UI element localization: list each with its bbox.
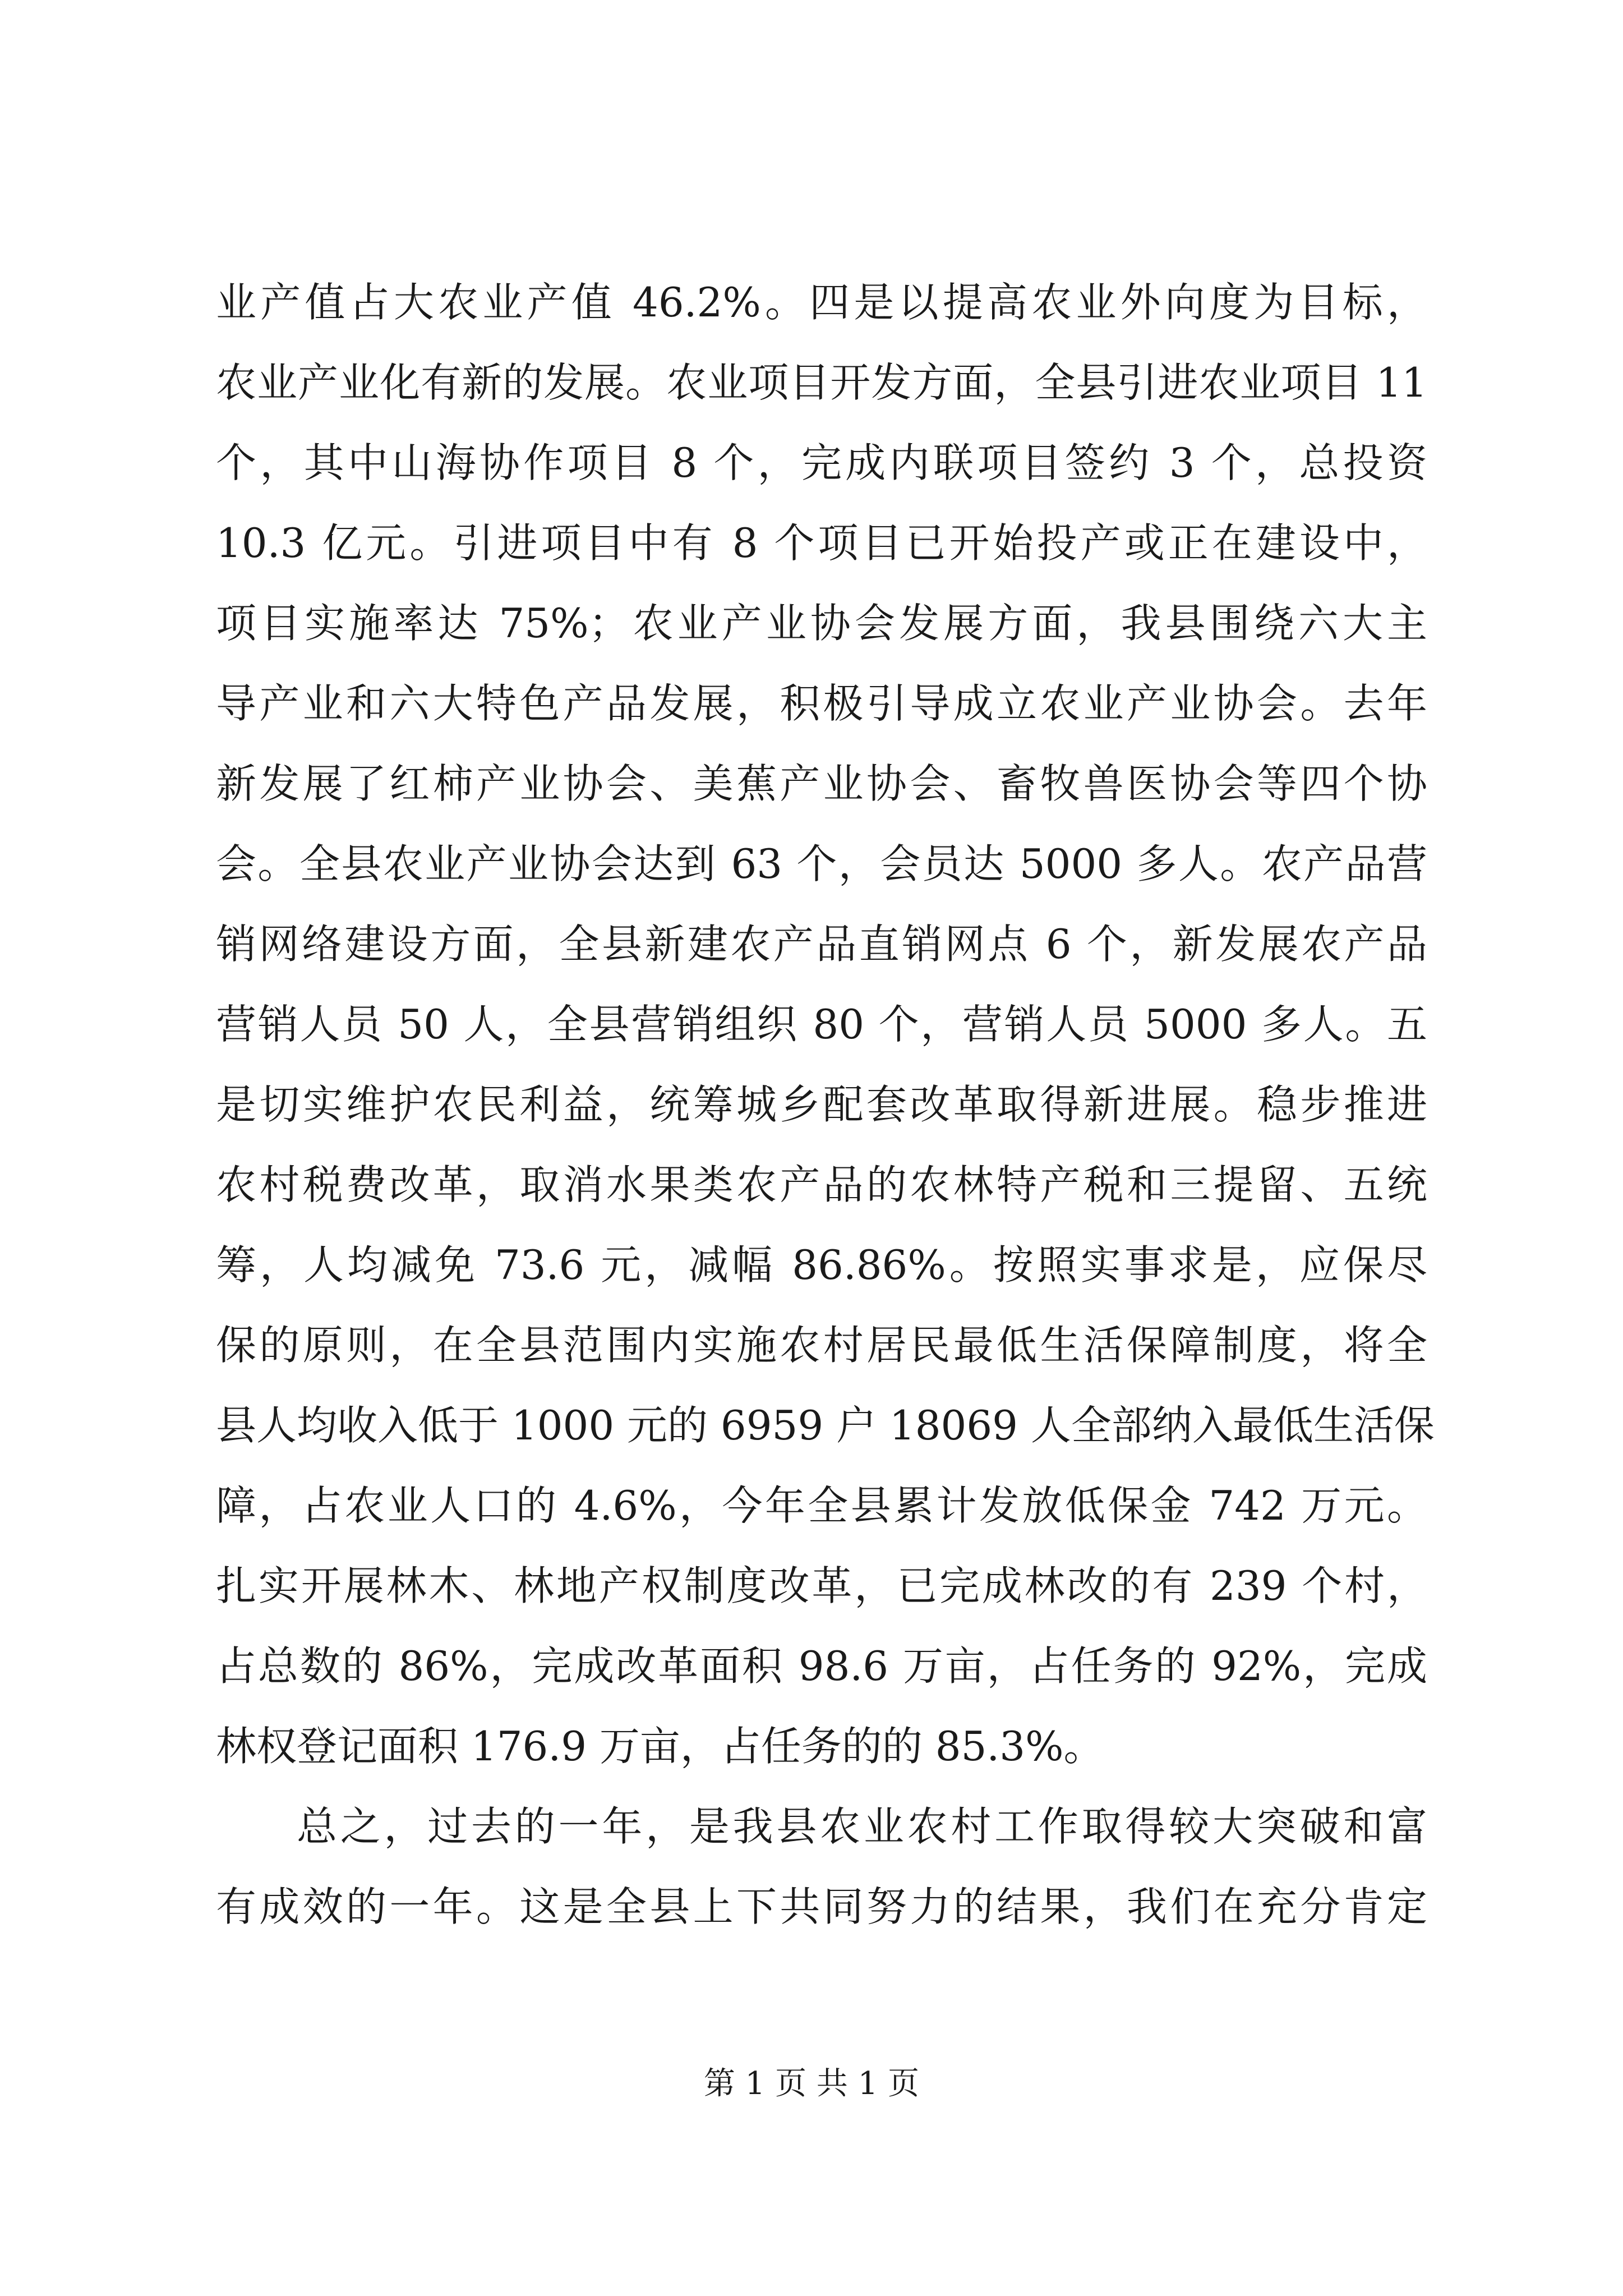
text-line: 农业产业化有新的发展。农业项目开发方面，全县引进农业项目 11 (216, 359, 1427, 406)
text-line: 县人均收入低于 1000 元的 6959 户 18069 人全部纳入最低生活保 (216, 1402, 1435, 1449)
text-line: 10.3 亿元。引进项目中有 8 个项目已开始投产或正在建设中， (216, 519, 1427, 567)
text-line: 导产业和六大特色产品发展，积极引导成立农业产业协会。去年 (216, 680, 1427, 727)
document-body (216, 263, 1435, 1947)
paragraph-last-line: 林权登记面积 176.9 万亩，占任务的的 85.3%。 (216, 1723, 1104, 1770)
text-line: 是切实维护农民利益，统筹城乡配套改革取得新进展。稳步推进 (216, 1081, 1427, 1128)
paragraph-first-line: 总之，过去的一年，是我县农业农村工作取得较大突破和富 (297, 1803, 1427, 1850)
text-line: 营销人员 50 人，全县营销组织 80 个，营销人员 5000 多人。五 (216, 1001, 1427, 1048)
page-number-footer: 第 1 页 共 1 页 (703, 2065, 920, 2102)
text-line: 会。全县农业产业协会达到 63 个，会员达 5000 多人。农产品营 (216, 840, 1427, 887)
text-line: 销网络建设方面，全县新建农产品直销网点 6 个，新发展农产品 (216, 921, 1427, 968)
text-line: 有成效的一年。这是全县上下共同努力的结果，我们在充分肯定 (216, 1883, 1427, 1930)
text-line: 障，占农业人口的 4.6%，今年全县累计发放低保金 742 万元。 (216, 1482, 1427, 1529)
text-line: 个，其中山海协作项目 8 个，完成内联项目签约 3 个，总投资 (216, 439, 1427, 486)
text-line: 扎实开展林木、林地产权制度改革，已完成林改的有 239 个村， (216, 1562, 1427, 1609)
text-line: 项目实施率达 75%；农业产业协会发展方面，我县围绕六大主 (216, 600, 1427, 647)
text-line: 筹，人均减免 73.6 元，减幅 86.86%。按照实事求是，应保尽 (216, 1241, 1427, 1289)
text-line: 新发展了红柿产业协会、美蕉产业协会、畜牧兽医协会等四个协 (216, 760, 1427, 807)
text-line: 占总数的 86%，完成改革面积 98.6 万亩，占任务的 92%，完成 (216, 1642, 1427, 1690)
text-line: 业产值占大农业产值 46.2%。四是以提高农业外向度为目标， (216, 279, 1427, 326)
text-line: 保的原则，在全县范围内实施农村居民最低生活保障制度，将全 (216, 1322, 1427, 1369)
text-line: 农村税费改革，取消水果类农产品的农林特产税和三提留、五统 (216, 1161, 1427, 1208)
